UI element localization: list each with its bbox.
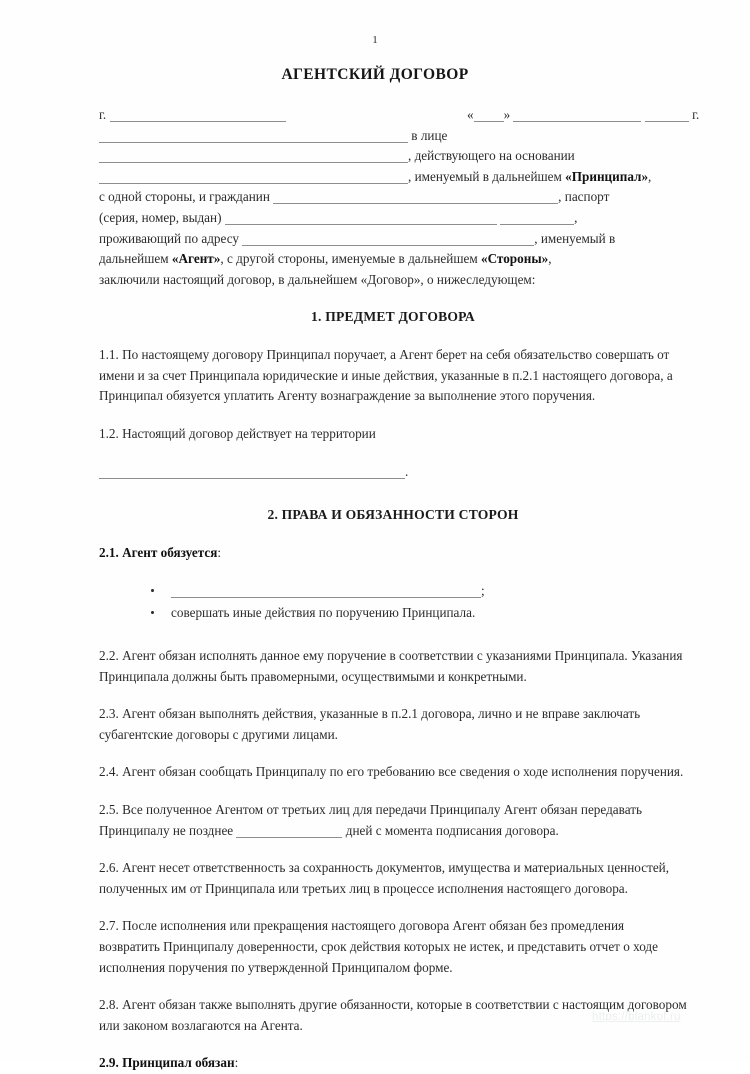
clause-2-1-lead — [99, 543, 687, 564]
month-blank-input[interactable] — [513, 107, 641, 122]
spacer — [99, 1036, 687, 1053]
clause-1-2: 1.2. Настоящий договор действует на территории — [99, 425, 376, 441]
spacer — [99, 624, 687, 646]
bullet-dot-icon — [151, 589, 154, 592]
clause-2-5-text-after: дней с момента подписания договора. — [342, 822, 559, 838]
basis-document-blank-input[interactable] — [99, 169, 408, 184]
citizen-name-blank-input[interactable] — [273, 189, 558, 204]
clause-2-1-lead-suffix: : — [217, 544, 221, 560]
clause-2-7: 2.7. После исполнения или прекращения настоящего договора Агент обязан без промедления возвратить Принципалу доверенности, срок действия которых не истек, и представить отчет о ходе исполнения поручения по утвержденной Принципалом форме. — [99, 918, 658, 975]
bullet-blank-suffix: ; — [481, 583, 485, 599]
territory-blank-input[interactable] — [99, 464, 405, 479]
spacer — [99, 563, 687, 580]
agent-parties-row — [99, 249, 687, 270]
agent-line-prefix: дальнейшем — [99, 251, 172, 267]
principal-name-blank-input[interactable] — [99, 128, 408, 143]
clause-2-9-bold-lead: 2.9. Принципал обязан — [99, 1055, 235, 1071]
passport-tail-label: , — [574, 209, 578, 225]
passport-issued-blank-input[interactable] — [500, 210, 574, 225]
address-blank-input[interactable] — [242, 231, 534, 246]
basis-document-row — [99, 167, 687, 188]
city-date-row — [99, 105, 700, 126]
date-quote-open: « — [467, 107, 474, 122]
list-item — [99, 580, 687, 602]
passport-series-number-blank-input[interactable] — [225, 210, 497, 225]
passport-details-label: (серия, номер, выдан) — [99, 209, 222, 225]
representative-row — [99, 146, 687, 167]
clause-2-9-lead — [99, 1053, 687, 1074]
clause-2-8: 2.8. Агент обязан также выполнять другие обязанности, которые в соответствии с настоящим договором или законом возлагаются на Агента. — [99, 997, 687, 1033]
list-item — [99, 602, 687, 624]
parties-suffix: , — [548, 251, 552, 267]
site-watermark: https://blankof.ru — [592, 1011, 681, 1023]
principal-term: «Принципал» — [565, 168, 649, 184]
day-blank-input[interactable] — [474, 107, 504, 122]
date-quote-close: » — [503, 107, 511, 122]
passport-word-label: , паспорт — [558, 189, 610, 205]
spacer — [99, 526, 687, 543]
clause-2-5 — [99, 800, 687, 841]
document-body — [99, 105, 700, 1074]
clause-2-3: 2.3. Агент обязан выполнять действия, указанные в п.2.1 договора, лично и не вправе заключать субагентские договоры с другими лицами. — [99, 706, 641, 742]
clause-1-1: 1.1. По настоящему договору Принципал поручает, а Агент берет на себя обязательство совершать от имени и за счет Принципала юридические и иные действия, указанные в п.2.1 настоящего договора, а Принципал обязуется уплатить Агенту вознаграждение за выполнение этого поручения. — [99, 346, 673, 404]
concluded-row: заключили настоящий договор, в дальнейшем «Договор», о нижеследующем: — [99, 271, 536, 287]
page-number: 1 — [372, 34, 378, 46]
spacer — [99, 687, 687, 704]
clause-2-1-bold-lead: 2.1. Агент обязуется — [99, 544, 218, 560]
spacer — [99, 328, 687, 345]
year-blank-input[interactable] — [645, 107, 689, 122]
principal-term-suffix: , — [648, 168, 652, 184]
address-row — [99, 229, 687, 250]
date-field-group — [467, 105, 699, 126]
year-suffix-label: г. — [692, 107, 700, 122]
section-2-heading: 2. ПРАВА И ОБЯЗАННОСТИ СТОРОН — [267, 506, 519, 522]
clause-2-2: 2.2. Агент обязан исполнять данное ему поручение в соответствии с указаниями Принципала. Указания Принципала должны быть правомерными, осуществимыми и конкретными. — [99, 648, 683, 684]
spacer — [99, 978, 687, 995]
clause-2-5-text-before: 2.5. Все полученное Агентом от третьих лиц для передачи Принципалу Агент обязан передавать Принципалу не позднее — [99, 802, 642, 838]
bullet-dot-icon — [151, 611, 154, 614]
spacer — [99, 407, 687, 424]
spacer — [99, 745, 687, 762]
clause-2-6: 2.6. Агент несет ответственность за сохранность документов, имущества и материальных ценностей, полученных им от Принципала или третьих лиц в процессе исполнения настоящего договора. — [99, 860, 670, 896]
spacer — [99, 841, 687, 858]
clause-2-4: 2.4. Агент обязан сообщать Принципалу по его требованию все сведения о ходе исполнения поручения. — [99, 764, 684, 780]
hereinafter-principal-label: , именуемый в дальнейшем — [408, 168, 566, 184]
city-blank-input[interactable] — [110, 107, 286, 122]
spacer — [99, 899, 687, 916]
document-title: АГЕНТСКИЙ ДОГОВОР — [281, 66, 469, 83]
territory-blank-row — [99, 462, 687, 483]
one-party-citizen-label: с одной стороны, и гражданин — [99, 189, 274, 205]
bullet-text: совершать иные действия по поручению Принципала. — [171, 605, 476, 621]
acting-on-basis-label: , действующего на основании — [408, 148, 575, 164]
clause-2-1-bullet-list — [99, 580, 687, 624]
duty-blank-input[interactable] — [171, 583, 481, 598]
city-prefix-label: г. — [99, 107, 107, 122]
agent-line-mid: , с другой стороны, именуемые в дальнейшем — [220, 251, 481, 267]
territory-blank-suffix: . — [405, 464, 409, 480]
agent-term: «Агент» — [171, 251, 221, 267]
parties-term: «Стороны» — [480, 251, 549, 267]
hereinafter-label: , именуемый в — [534, 230, 616, 246]
in-person-of-label: в лице — [411, 127, 448, 143]
section-1-heading: 1. ПРЕДМЕТ ДОГОВОРА — [311, 309, 475, 325]
spacer — [99, 483, 687, 505]
residing-label: проживающий по адресу — [99, 230, 243, 246]
city-field-group — [99, 105, 286, 126]
clause-2-9-lead-suffix: : — [234, 1055, 239, 1071]
principal-name-row — [99, 126, 687, 147]
spacer — [99, 783, 687, 800]
citizen-row — [99, 187, 687, 208]
spacer — [99, 290, 687, 307]
representative-blank-input[interactable] — [99, 148, 408, 163]
days-count-blank-input[interactable] — [236, 823, 342, 838]
passport-details-row — [99, 208, 687, 229]
